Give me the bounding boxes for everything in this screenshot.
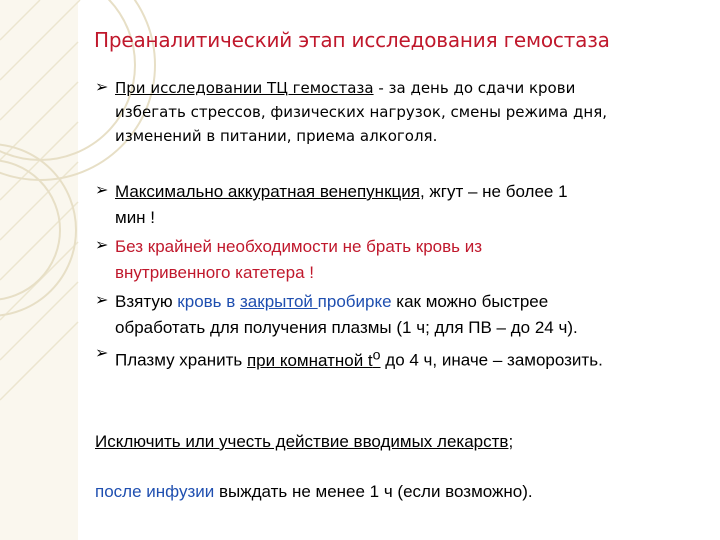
bullet-text — [115, 342, 603, 374]
bullet-part-blue: пробирке — [317, 292, 392, 311]
infusion-note — [95, 482, 533, 502]
bullet-lead: Максимально аккуратная венепункция — [115, 182, 420, 201]
arrow-bullet-icon: ➢ — [95, 345, 109, 362]
bullet-line: мин ! — [115, 208, 156, 227]
bullet-text — [115, 289, 578, 341]
arrow-bullet-icon: ➢ — [95, 79, 109, 96]
bullet-text — [115, 234, 482, 286]
bullet-text — [115, 179, 568, 231]
bullet-line: изменений в питании, приема алкоголя. — [115, 127, 438, 145]
drug-note — [95, 432, 513, 452]
arrow-bullet-icon: ➢ — [95, 182, 109, 199]
bullet-part: как можно быстрее — [391, 292, 549, 311]
infusion-note-blue: после инфузии — [95, 482, 215, 501]
bullet-text — [115, 76, 607, 148]
arrow-bullet-icon: ➢ — [95, 237, 109, 254]
infusion-note-rest: выждать не менее 1 ч (если возможно). — [214, 482, 533, 501]
room-temp-text: при комнатной t — [246, 350, 373, 370]
bullet-item-1 — [95, 76, 695, 148]
bullet-line: избегать стрессов, физических нагрузок, смены режима дня, — [115, 103, 607, 121]
bullet-item-4 — [95, 289, 705, 341]
bullet-item-3 — [95, 234, 695, 286]
bullet-item-2 — [95, 179, 695, 231]
bullet-part-underlined — [246, 347, 381, 370]
bullet-item-5 — [95, 342, 705, 374]
bullet-line: обработать для получения плазмы (1 ч; для ПВ – до 24 ч). — [115, 318, 578, 337]
drug-note-text: Исключить или учесть действие вводимых лекарств — [95, 432, 509, 451]
bullet-part: до 4 ч, иначе – заморозить. — [380, 350, 603, 370]
arrow-bullet-icon: ➢ — [95, 292, 109, 309]
bullet-line: внутривенного катетера ! — [115, 263, 314, 282]
bullet-part: Взятую — [115, 292, 178, 311]
bullet-rest: , жгут – не более 1 — [419, 182, 568, 201]
bullet-rest: - за день до сдачи крови — [373, 79, 576, 97]
bullet-line: Без крайней необходимости не брать кровь из — [115, 237, 483, 256]
bullet-part: Плазму хранить — [115, 350, 247, 370]
page-title: Преаналитический этап исследования гемостаза — [94, 28, 610, 52]
degree-superscript: o — [372, 347, 381, 363]
bullet-part-blue-underlined: закрытой — [240, 292, 318, 311]
bullet-part-blue: кровь в — [177, 292, 241, 311]
drug-note-tail: ; — [508, 432, 514, 451]
bullet-lead: При исследовании ТЦ гемостаза — [115, 79, 374, 97]
